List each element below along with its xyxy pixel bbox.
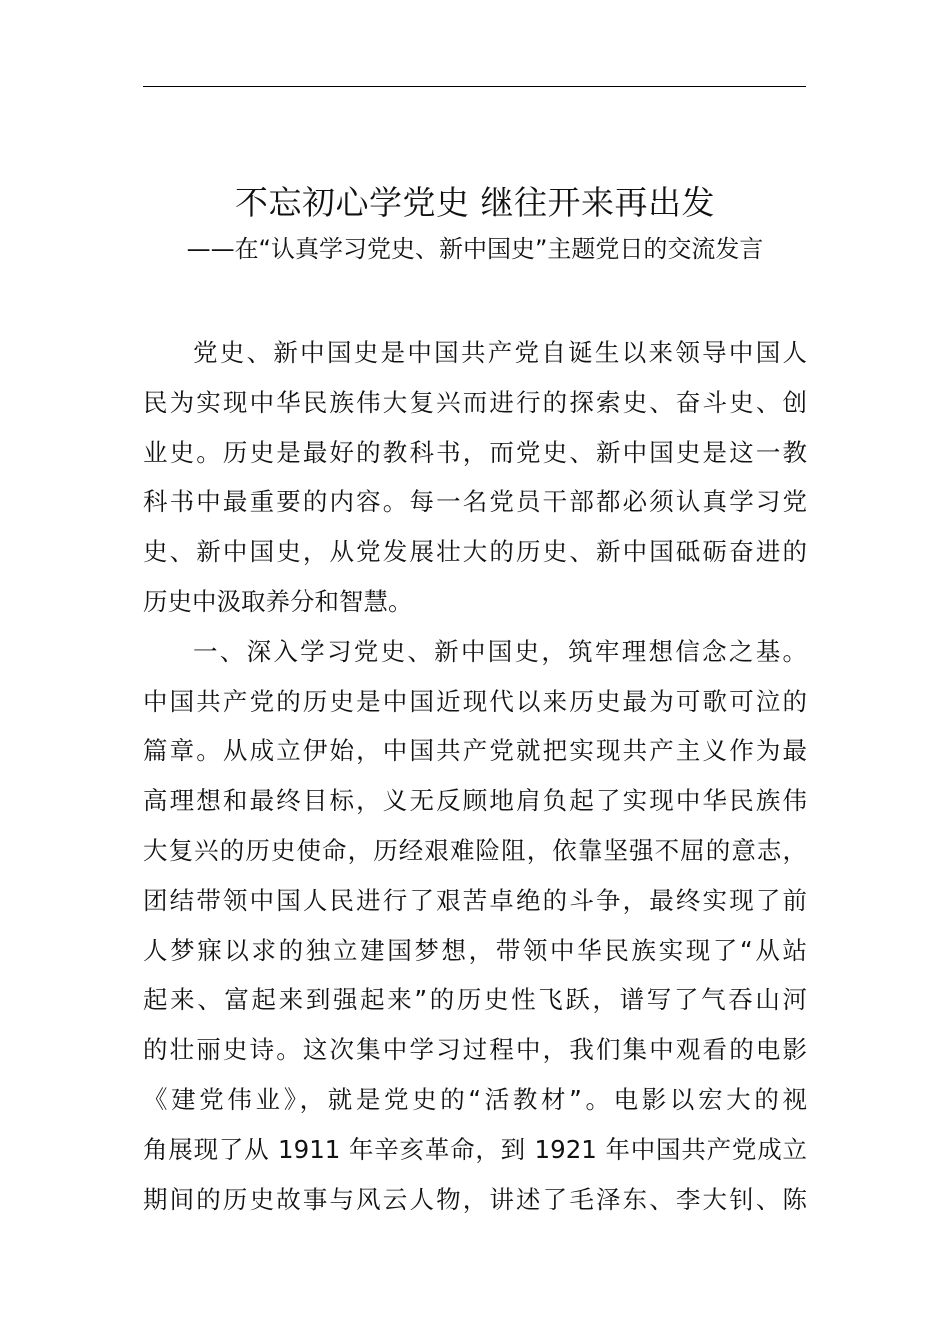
paragraph-line: 《建党伟业》，就是党史的“活教材”。电影以宏大的视 <box>143 1084 807 1114</box>
paragraph-line: 角展现了从 1911 年辛亥革命，到 1921 年中国共产党成立 <box>143 1134 807 1164</box>
paragraph-line: 期间的历史故事与风云人物，讲述了毛泽东、李大钊、陈 <box>143 1184 807 1214</box>
paragraph-line: 高理想和最终目标，义无反顾地肩负起了实现中华民族伟 <box>143 786 807 816</box>
paragraph-line: 的壮丽史诗。这次集中学习过程中，我们集中观看的电影 <box>143 1035 807 1065</box>
paragraph-line: 起来、富起来到强起来”的历史性飞跃，谱写了气吞山河 <box>143 985 807 1015</box>
paragraph-line: 团结带领中国人民进行了艰苦卓绝的斗争，最终实现了前 <box>143 885 807 915</box>
paragraph-line: 一、深入学习党史、新中国史，筑牢理想信念之基。 <box>193 636 807 666</box>
paragraph-line: 人梦寐以求的独立建国梦想，带领中华民族实现了“从站 <box>143 935 807 965</box>
header-rule <box>143 86 806 87</box>
document-subtitle: ——在“认真学习党史、新中国史”主题党日的交流发言 <box>186 235 764 263</box>
paragraph-line: 大复兴的历史使命，历经艰难险阻，依靠坚强不屈的意志， <box>143 835 807 865</box>
paragraph-line: 历史中汲取养分和智慧。 <box>143 586 413 616</box>
paragraph-line: 民为实现中华民族伟大复兴而进行的探索史、奋斗史、创 <box>143 387 807 417</box>
document-title: 不忘初心学党史 继往开来再出发 <box>235 183 715 222</box>
paragraph-line: 党史、新中国史是中国共产党自诞生以来领导中国人 <box>193 338 807 367</box>
paragraph-line: 篇章。从成立伊始，中国共产党就把实现共产主义作为最 <box>143 736 807 766</box>
paragraph-line: 中国共产党的历史是中国近现代以来历史最为可歌可泣的 <box>143 686 807 716</box>
paragraph-line: 史、新中国史，从党发展壮大的历史、新中国砥砺奋进的 <box>143 537 807 567</box>
paragraph-line: 科书中最重要的内容。每一名党员干部都必须认真学习党 <box>143 487 807 517</box>
paragraph-line: 业史。历史是最好的教科书，而党史、新中国史是这一教 <box>143 437 807 467</box>
body-text <box>143 328 807 1224</box>
